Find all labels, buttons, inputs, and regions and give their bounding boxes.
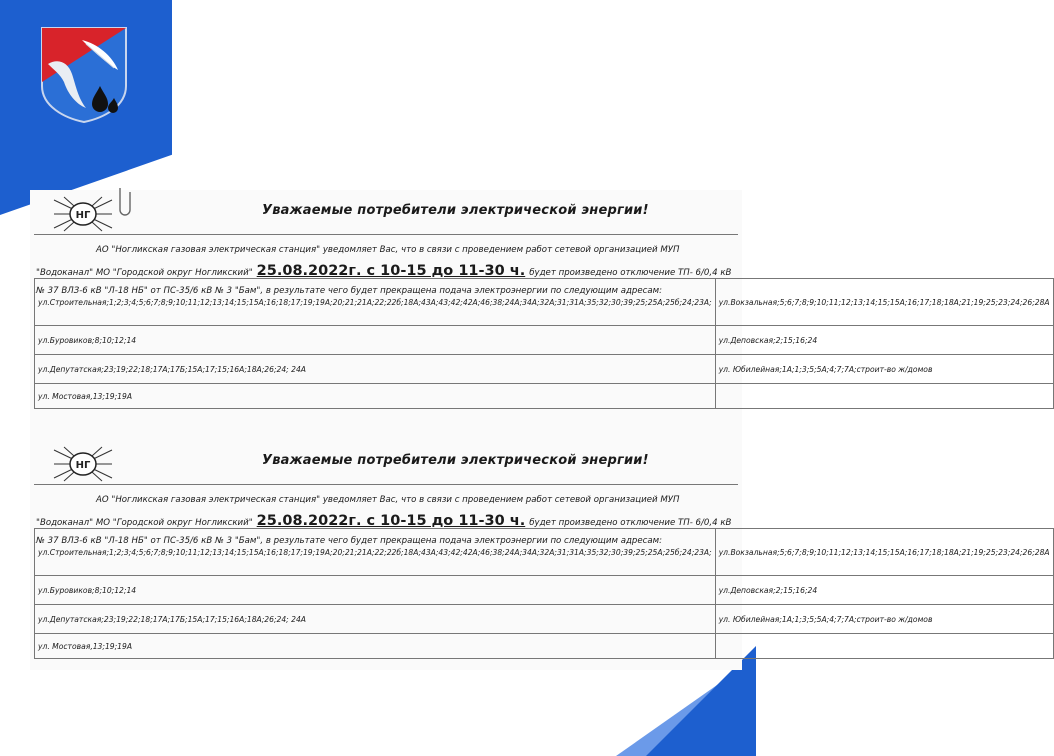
- ngs-logo-icon: [52, 196, 114, 232]
- address-cell: ул.Депутатская;23;19;22;18;17А;17Б;15А;17;15;16А;18А;26;24; 24А: [35, 605, 716, 634]
- address-table: [34, 528, 1054, 659]
- address-cell: ул.Деповская;2;15;16;24: [715, 326, 1053, 355]
- notice-line-2-end: будет произведено отключение ТП- 6/0,4 кВ: [529, 268, 732, 278]
- address-table: [34, 278, 1054, 409]
- notice-line-2: [36, 513, 731, 529]
- outage-notice: [34, 444, 1050, 651]
- paper-clip-icon: [114, 186, 136, 218]
- logo-text: НГ: [75, 460, 91, 471]
- notice-line-2-start: "Водоканал" МО "Городской округ Ногликский": [36, 268, 253, 278]
- table-row: [35, 326, 1054, 355]
- notice-title: Уважаемые потребители электрической энергии!: [262, 453, 649, 468]
- notice-line-1: АО "Ногликская газовая электрическая станция" уведомляет Вас, что в связи с проведением работ сетевой организацией МУП: [96, 495, 680, 505]
- address-cell: ул. Юбилейная;1А;1;3;5;5А;4;7;7А;строит-во ж/домов: [715, 605, 1053, 634]
- address-cell: ул.Строительная;1;2;3;4;5;6;7;8;9;10;11;12;13;14;15;15А;16;18;17;19;19А;20;21;21А;22;22б;18А;43А;43;42;42А;46;38;24А;34А;32А;31;31А;35;32;30;39;25;25А;25б;24;23А;: [35, 529, 716, 576]
- table-row: [35, 605, 1054, 634]
- address-cell: [715, 384, 1053, 409]
- notice-line-3: № 37 ВЛЗ-6 кВ "Л-18 НБ" от ПС-35/6 кВ № 3 "Бам", в результате чего будет прекращена подача электроэнергии по следующим адресам:: [36, 536, 663, 546]
- logo-text: НГ: [75, 210, 91, 221]
- outage-date-time: 25.08.2022г. с 10-15 до 11-30 ч.: [256, 513, 526, 529]
- address-cell: [715, 634, 1053, 659]
- address-cell: ул. Мостовая,13;19;19А: [35, 384, 716, 409]
- notice-title: Уважаемые потребители электрической энергии!: [262, 203, 649, 218]
- address-cell: ул.Буровиков;8;10;12;14: [35, 326, 716, 355]
- address-cell: ул.Вокзальная;5;6;7;8;9;10;11;12;13;14;15;15А;16;17;18;18А;21;19;25;23;24;26;28А: [715, 279, 1053, 326]
- notice-line-3: № 37 ВЛЗ-6 кВ "Л-18 НБ" от ПС-35/6 кВ № 3 "Бам", в результате чего будет прекращена подача электроэнергии по следующим адресам:: [36, 286, 663, 296]
- outage-notice: [34, 194, 1050, 401]
- ngs-logo-icon: [52, 446, 114, 482]
- notice-line-2: [36, 263, 731, 279]
- notice-line-2-start: "Водоканал" МО "Городской округ Ногликский": [36, 518, 253, 528]
- coat-of-arms-icon: [38, 24, 130, 124]
- address-cell: ул.Буровиков;8;10;12;14: [35, 576, 716, 605]
- table-row: [35, 576, 1054, 605]
- notice-line-1: АО "Ногликская газовая электрическая станция" уведомляет Вас, что в связи с проведением работ сетевой организацией МУП: [96, 245, 680, 255]
- address-cell: ул.Строительная;1;2;3;4;5;6;7;8;9;10;11;12;13;14;15;15А;16;18;17;19;19А;20;21;21А;22;22б;18А;43А;43;42;42А;46;38;24А;34А;32А;31;31А;35;32;30;39;25;25А;25б;24;23А;: [35, 279, 716, 326]
- address-cell: ул. Юбилейная;1А;1;3;5;5А;4;7;7А;строит-во ж/домов: [715, 355, 1053, 384]
- address-cell: ул. Мостовая,13;19;19А: [35, 634, 716, 659]
- table-row: [35, 529, 1054, 576]
- table-row: [35, 355, 1054, 384]
- address-cell: ул.Вокзальная;5;6;7;8;9;10;11;12;13;14;15;15А;16;17;18;18А;21;19;25;23;24;26;28А: [715, 529, 1053, 576]
- notice-header: [34, 194, 738, 235]
- notice-header: [34, 444, 738, 485]
- address-cell: ул.Депутатская;23;19;22;18;17А;17Б;15А;17;15;16А;18А;26;24; 24А: [35, 355, 716, 384]
- outage-date-time: 25.08.2022г. с 10-15 до 11-30 ч.: [256, 263, 526, 279]
- address-cell: ул.Деповская;2;15;16;24: [715, 576, 1053, 605]
- notice-line-2-end: будет произведено отключение ТП- 6/0,4 кВ: [529, 518, 732, 528]
- table-row: [35, 384, 1054, 409]
- table-row: [35, 634, 1054, 659]
- table-row: [35, 279, 1054, 326]
